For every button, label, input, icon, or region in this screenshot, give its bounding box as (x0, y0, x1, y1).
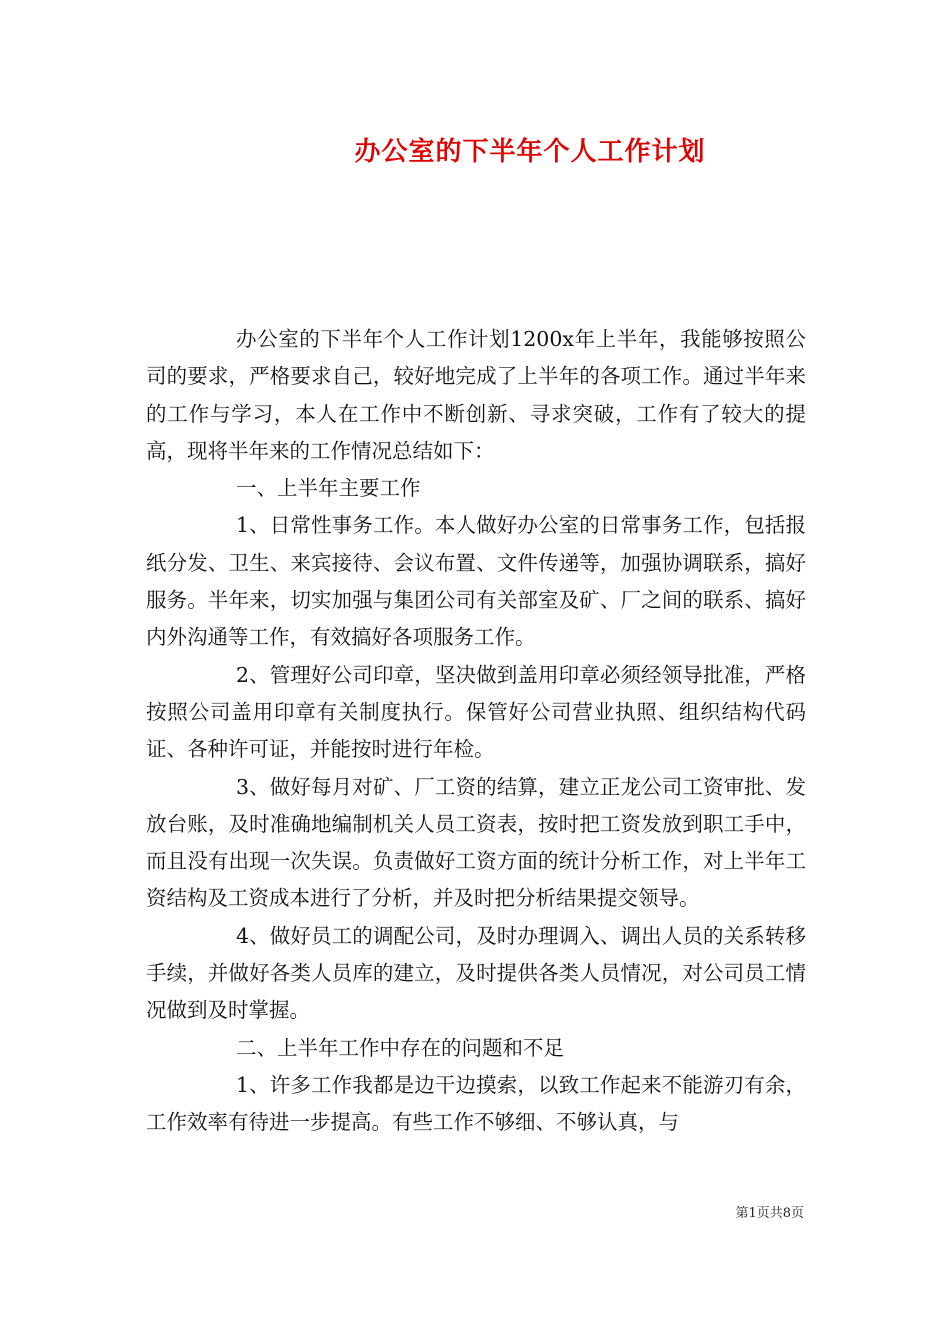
paragraph-item-3: 3、做好每月对矿、厂工资的结算，建立正龙公司工资审批、发放台账，及时准确地编制机关人员工资表，按时把工资发放到职工手中，而且没有出现一次失误。负责做好工资方面的统计分析工作，对上半年工资结构及工资成本进行了分析，并及时把分析结果提交领导。 (146, 774, 806, 911)
section-heading-1: 一、上半年主要工作 (236, 476, 421, 501)
page-number-footer: 第1页共8页 (735, 1206, 804, 1221)
document-body (146, 321, 806, 1142)
intro-paragraph: 办公室的下半年个人工作计划1200x年上半年，我能够按照公司的要求，严格要求自己，较好地完成了上半年的各项工作。通过半年来的工作与学习，本人在工作中不断创新、寻求突破，工作有了较大的提高，现将半年来的工作情况总结如下： (146, 327, 806, 463)
paragraph-item-4: 4、做好员工的调配公司，及时办理调入、调出人员的关系转移手续，并做好各类人员库的建立，及时提供各类人员情况，对公司员工情况做到及时掌握。 (146, 923, 806, 1023)
section-heading-2: 二、上半年工作中存在的问题和不足 (236, 1035, 564, 1060)
paragraph-item-2: 2、管理好公司印章，坚决做到盖用印章必须经领导批准，严格按照公司盖用印章有关制度执行。保管好公司营业执照、组织结构代码证、各种许可证，并能按时进行年检。 (146, 662, 806, 762)
paragraph-problem-1: 1、许多工作我都是边干边摸索，以致工作起来不能游刃有余，工作效率有待进一步提高。有些工作不够细、不够认真，与 (146, 1072, 806, 1135)
paragraph-item-1: 1、日常性事务工作。本人做好办公室的日常事务工作，包括报纸分发、卫生、来宾接待、会议布置、文件传递等，加强协调联系，搞好服务。半年来，切实加强与集团公司有关部室及矿、厂之间的联系、搞好内外沟通等工作，有效搞好各项服务工作。 (146, 513, 806, 650)
document-title: 办公室的下半年个人工作计划 (354, 137, 706, 167)
